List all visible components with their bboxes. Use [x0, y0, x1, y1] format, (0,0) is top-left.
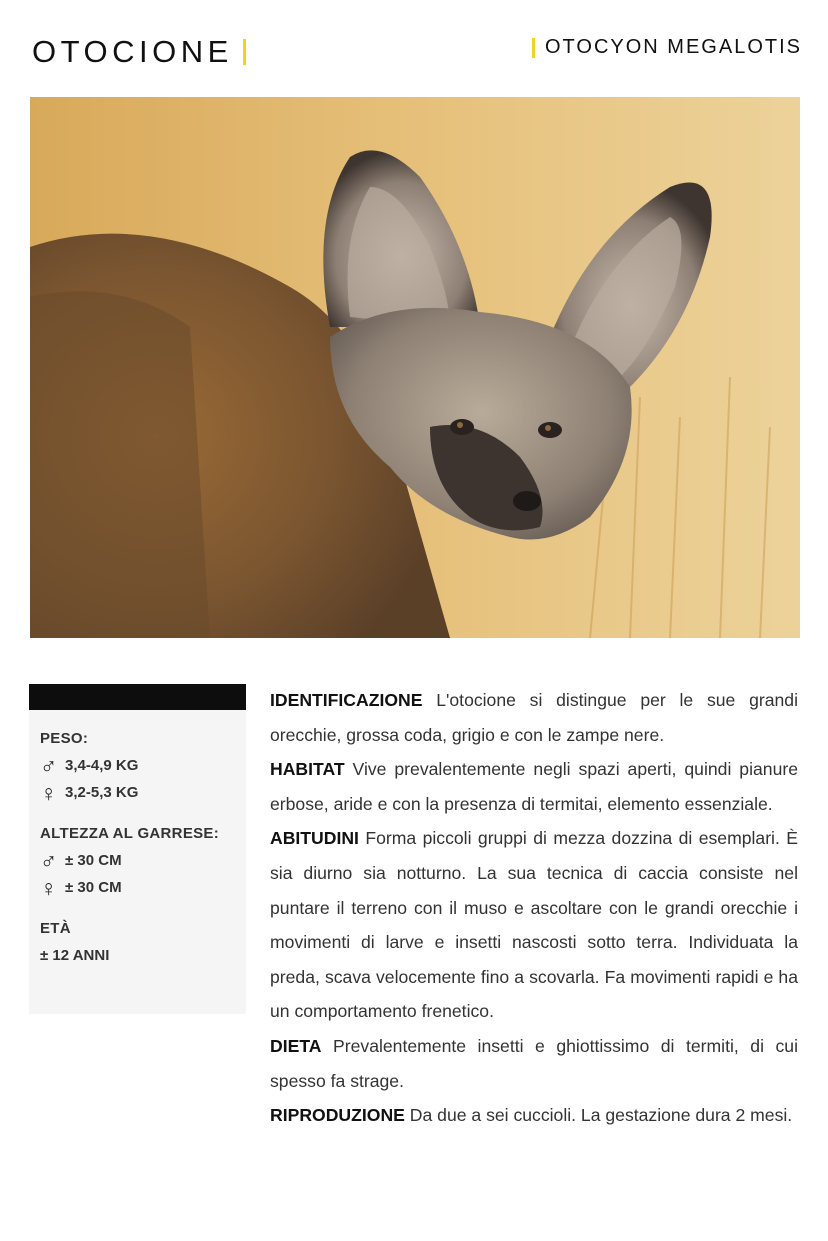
height-male-value: ± 30 CM	[65, 852, 122, 869]
height-female-value: ± 30 CM	[65, 879, 122, 896]
male-symbol-icon: ♂	[40, 753, 58, 779]
age-facts	[40, 920, 246, 966]
common-name: OTOCIONE	[32, 34, 233, 69]
weight-male	[40, 753, 246, 779]
title-divider-right	[532, 38, 535, 58]
section-label: DIETA	[270, 1035, 322, 1056]
facts-header-bar	[29, 684, 246, 710]
weight-female-value: 3,2-5,3 KG	[65, 784, 139, 801]
section-text: Forma piccoli gruppi di mezza dozzina di esemplari. È sia diurno sia notturno. La sua tecnica di caccia consiste nel puntare il terreno con il muso e ascoltare con le grandi orecchie i movimenti di larve e insetti nascosti sotto terra. Individuata la preda, scava velocemente fino a scovarla. Fa movimenti rapidi e ha un comportamento frenetico.	[270, 828, 798, 1022]
title-divider	[243, 39, 246, 65]
description	[270, 683, 798, 1133]
section-label: IDENTIFICAZIONE	[270, 690, 423, 710]
scientific-name-header	[532, 36, 802, 59]
section-reproduction	[270, 1098, 798, 1133]
section-diet	[270, 1029, 798, 1098]
facts-list	[29, 710, 246, 966]
fox-illustration	[30, 97, 800, 638]
height-male	[40, 848, 246, 874]
section-label: ABITUDINI	[270, 828, 359, 849]
facts-panel	[29, 684, 246, 1014]
section-identification	[270, 683, 798, 752]
age-label: ETÀ	[40, 920, 71, 937]
female-symbol-icon: ♀	[40, 780, 58, 806]
scientific-name: OTOCYON MEGALOTIS	[545, 36, 802, 58]
section-text: Da due a sei cuccioli. La gestazione dura 2 mesi.	[409, 1105, 793, 1126]
male-symbol-icon: ♂	[40, 848, 58, 874]
section-label: HABITAT	[270, 759, 345, 780]
height-label: ALTEZZA AL GARRESE:	[40, 825, 220, 842]
section-text: Prevalentemente insetti e ghiottissimo di termiti, di cui spesso fa strage.	[270, 1035, 798, 1091]
height-female	[40, 875, 246, 901]
page-title	[32, 34, 246, 70]
section-habitat	[270, 752, 798, 821]
section-text: Vive prevalentemente negli spazi aperti, quindi pianure erbose, aride e con la presenza di termitai, elemento essenziale.	[270, 759, 798, 814]
weight-female	[40, 780, 246, 806]
weight-facts	[40, 730, 246, 806]
height-facts	[40, 825, 246, 901]
weight-male-value: 3,4-4,9 KG	[65, 757, 139, 774]
weight-label: PESO:	[40, 730, 89, 747]
section-label: RIPRODUZIONE	[270, 1105, 405, 1126]
age-value: ± 12 ANNI	[40, 947, 110, 964]
bat-eared-fox-photo	[30, 97, 800, 638]
section-habits	[270, 821, 798, 1029]
section-text: L'otocione si distingue per le sue grandi orecchie, grossa coda, grigio e con le zampe nere.	[270, 690, 798, 745]
female-symbol-icon: ♀	[40, 875, 58, 901]
